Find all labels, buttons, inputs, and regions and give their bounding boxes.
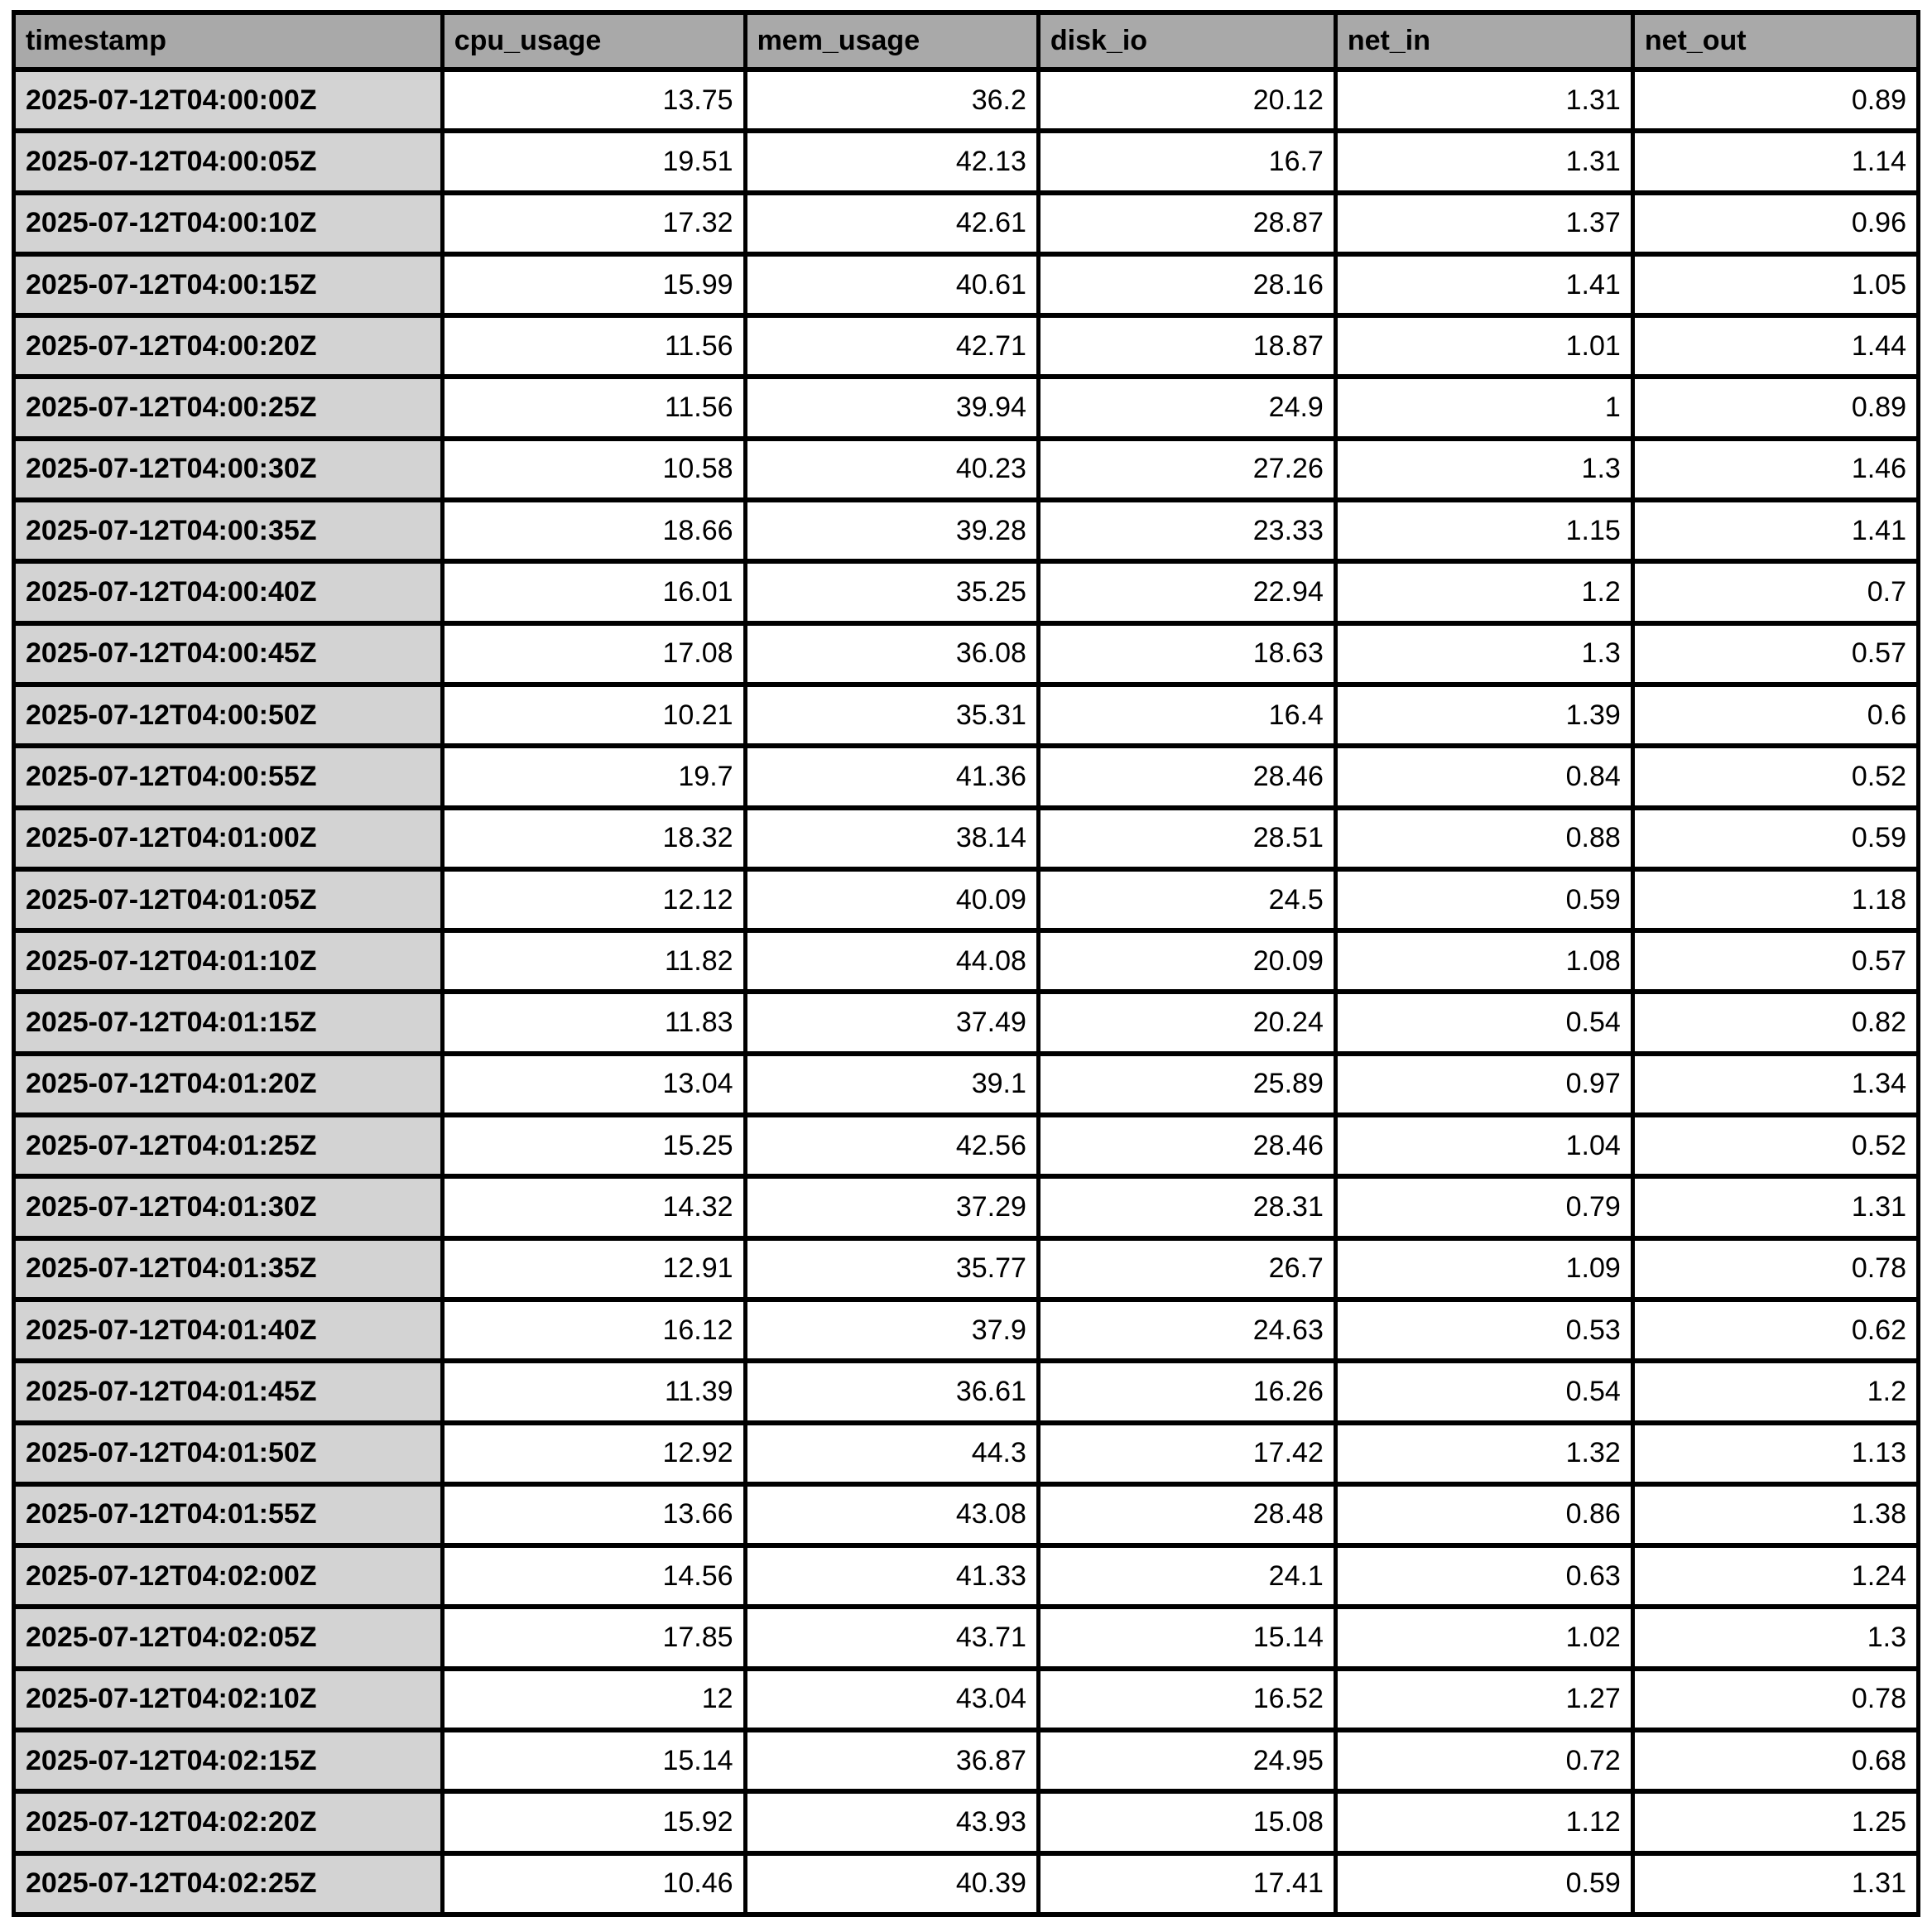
table-row [14,439,1919,500]
net-out-cell: 0.96 [1632,193,1918,254]
table-row [14,561,1919,622]
timestamp-cell: 2025-07-12T04:01:30Z [14,1176,443,1237]
timestamp-cell: 2025-07-12T04:02:10Z [14,1669,443,1730]
net-out-cell: 1.31 [1632,1853,1918,1915]
net-in-cell: 1 [1335,377,1632,438]
cpu-usage-cell: 13.66 [442,1484,745,1545]
cpu-usage-cell: 15.14 [442,1730,745,1791]
cpu-usage-cell: 11.39 [442,1361,745,1422]
disk-io-cell: 16.7 [1038,131,1335,192]
timestamp-cell: 2025-07-12T04:01:05Z [14,869,443,930]
cpu-usage-cell: 10.58 [442,439,745,500]
net-in-cell: 0.54 [1335,1361,1632,1422]
mem-usage-cell: 35.31 [745,685,1038,746]
timestamp-cell: 2025-07-12T04:02:00Z [14,1545,443,1607]
timestamp-cell: 2025-07-12T04:00:00Z [14,70,443,131]
timestamp-cell: 2025-07-12T04:00:50Z [14,685,443,746]
timestamp-cell: 2025-07-12T04:01:55Z [14,1484,443,1545]
table-row [14,1176,1919,1237]
timestamp-cell: 2025-07-12T04:01:50Z [14,1423,443,1484]
net-out-cell: 1.44 [1632,315,1918,377]
disk-io-cell: 28.48 [1038,1484,1335,1545]
mem-usage-cell: 38.14 [745,808,1038,869]
net-in-cell: 0.54 [1335,992,1632,1053]
cpu-usage-cell: 14.32 [442,1176,745,1237]
disk-io-cell: 28.46 [1038,746,1335,807]
cpu-usage-cell: 11.82 [442,930,745,992]
timestamp-cell: 2025-07-12T04:01:00Z [14,808,443,869]
net-out-cell: 0.82 [1632,992,1918,1053]
cpu-usage-cell: 18.66 [442,500,745,561]
net-out-cell: 1.25 [1632,1791,1918,1853]
cpu-usage-cell: 12.12 [442,869,745,930]
mem-usage-cell: 40.09 [745,869,1038,930]
net-out-cell: 1.41 [1632,500,1918,561]
disk-io-cell: 18.87 [1038,315,1335,377]
cpu-usage-cell: 17.32 [442,193,745,254]
net-in-cell: 0.97 [1335,1054,1632,1115]
cpu-usage-cell: 16.12 [442,1300,745,1361]
timestamp-cell: 2025-07-12T04:02:20Z [14,1791,443,1853]
table-row [14,1545,1919,1607]
table-row [14,1054,1919,1115]
mem-usage-cell: 39.94 [745,377,1038,438]
net-out-cell: 1.13 [1632,1423,1918,1484]
table-row [14,1484,1919,1545]
disk-io-cell: 20.09 [1038,930,1335,992]
table-row [14,1791,1919,1853]
cpu-usage-cell: 17.08 [442,623,745,685]
net-in-cell: 0.72 [1335,1730,1632,1791]
cpu-usage-cell: 10.21 [442,685,745,746]
mem-usage-cell: 43.71 [745,1607,1038,1668]
cpu-usage-cell: 15.92 [442,1791,745,1853]
cpu-usage-cell: 12.92 [442,1423,745,1484]
column-header-net-out: net_out [1632,12,1918,70]
disk-io-cell: 24.5 [1038,869,1335,930]
cpu-usage-cell: 15.99 [442,254,745,315]
cpu-usage-cell: 19.7 [442,746,745,807]
net-in-cell: 1.09 [1335,1238,1632,1300]
disk-io-cell: 15.08 [1038,1791,1335,1853]
table-row [14,193,1919,254]
disk-io-cell: 22.94 [1038,561,1335,622]
cpu-usage-cell: 14.56 [442,1545,745,1607]
timestamp-cell: 2025-07-12T04:00:20Z [14,315,443,377]
net-out-cell: 0.6 [1632,685,1918,746]
mem-usage-cell: 42.61 [745,193,1038,254]
disk-io-cell: 17.42 [1038,1423,1335,1484]
net-out-cell: 1.3 [1632,1607,1918,1668]
timestamp-cell: 2025-07-12T04:01:20Z [14,1054,443,1115]
mem-usage-cell: 41.33 [745,1545,1038,1607]
column-header-disk-io: disk_io [1038,12,1335,70]
mem-usage-cell: 36.87 [745,1730,1038,1791]
timestamp-cell: 2025-07-12T04:00:30Z [14,439,443,500]
mem-usage-cell: 35.25 [745,561,1038,622]
table-row [14,1730,1919,1791]
net-out-cell: 1.18 [1632,869,1918,930]
disk-io-cell: 20.24 [1038,992,1335,1053]
table-row [14,1607,1919,1668]
net-in-cell: 0.88 [1335,808,1632,869]
mem-usage-cell: 42.56 [745,1115,1038,1176]
table-row [14,1361,1919,1422]
mem-usage-cell: 37.49 [745,992,1038,1053]
timestamp-cell: 2025-07-12T04:00:55Z [14,746,443,807]
cpu-usage-cell: 11.83 [442,992,745,1053]
net-out-cell: 0.68 [1632,1730,1918,1791]
table-row [14,1238,1919,1300]
disk-io-cell: 28.16 [1038,254,1335,315]
disk-io-cell: 24.1 [1038,1545,1335,1607]
table-row [14,623,1919,685]
cpu-usage-cell: 16.01 [442,561,745,622]
table-row [14,500,1919,561]
table-row [14,930,1919,992]
disk-io-cell: 16.4 [1038,685,1335,746]
mem-usage-cell: 35.77 [745,1238,1038,1300]
net-out-cell: 0.89 [1632,70,1918,131]
disk-io-cell: 28.31 [1038,1176,1335,1237]
timestamp-cell: 2025-07-12T04:02:05Z [14,1607,443,1668]
net-in-cell: 1.3 [1335,623,1632,685]
net-out-cell: 1.05 [1632,254,1918,315]
timestamp-cell: 2025-07-12T04:00:35Z [14,500,443,561]
timestamp-cell: 2025-07-12T04:01:10Z [14,930,443,992]
cpu-usage-cell: 15.25 [442,1115,745,1176]
header-row [14,12,1919,70]
table-row [14,746,1919,807]
table-row [14,1115,1919,1176]
net-in-cell: 1.27 [1335,1669,1632,1730]
net-in-cell: 1.31 [1335,131,1632,192]
net-in-cell: 1.2 [1335,561,1632,622]
timestamp-cell: 2025-07-12T04:01:15Z [14,992,443,1053]
net-in-cell: 0.86 [1335,1484,1632,1545]
metrics-table [12,10,1920,1917]
net-in-cell: 1.32 [1335,1423,1632,1484]
disk-io-cell: 26.7 [1038,1238,1335,1300]
disk-io-cell: 15.14 [1038,1607,1335,1668]
table-row [14,869,1919,930]
net-out-cell: 0.52 [1632,1115,1918,1176]
cpu-usage-cell: 12.91 [442,1238,745,1300]
net-in-cell: 1.15 [1335,500,1632,561]
net-out-cell: 0.59 [1632,808,1918,869]
disk-io-cell: 28.46 [1038,1115,1335,1176]
mem-usage-cell: 40.39 [745,1853,1038,1915]
mem-usage-cell: 43.08 [745,1484,1038,1545]
net-out-cell: 0.78 [1632,1669,1918,1730]
net-out-cell: 1.38 [1632,1484,1918,1545]
mem-usage-cell: 41.36 [745,746,1038,807]
net-out-cell: 0.89 [1632,377,1918,438]
timestamp-cell: 2025-07-12T04:01:25Z [14,1115,443,1176]
mem-usage-cell: 44.3 [745,1423,1038,1484]
net-out-cell: 0.62 [1632,1300,1918,1361]
cpu-usage-cell: 17.85 [442,1607,745,1668]
table-row [14,1853,1919,1915]
mem-usage-cell: 37.9 [745,1300,1038,1361]
cpu-usage-cell: 10.46 [442,1853,745,1915]
net-out-cell: 0.78 [1632,1238,1918,1300]
cpu-usage-cell: 11.56 [442,315,745,377]
table-row [14,70,1919,131]
cpu-usage-cell: 13.75 [442,70,745,131]
table-row [14,1423,1919,1484]
timestamp-cell: 2025-07-12T04:00:40Z [14,561,443,622]
timestamp-cell: 2025-07-12T04:02:15Z [14,1730,443,1791]
timestamp-cell: 2025-07-12T04:00:45Z [14,623,443,685]
net-out-cell: 0.52 [1632,746,1918,807]
table-body [14,70,1919,1915]
table-row [14,685,1919,746]
net-out-cell: 1.2 [1632,1361,1918,1422]
mem-usage-cell: 40.23 [745,439,1038,500]
cpu-usage-cell: 11.56 [442,377,745,438]
net-in-cell: 0.53 [1335,1300,1632,1361]
mem-usage-cell: 42.13 [745,131,1038,192]
table-row [14,808,1919,869]
net-in-cell: 1.3 [1335,439,1632,500]
mem-usage-cell: 40.61 [745,254,1038,315]
disk-io-cell: 24.63 [1038,1300,1335,1361]
disk-io-cell: 24.95 [1038,1730,1335,1791]
table-row [14,1669,1919,1730]
timestamp-cell: 2025-07-12T04:01:35Z [14,1238,443,1300]
table-row [14,377,1919,438]
table-row [14,131,1919,192]
net-in-cell: 0.84 [1335,746,1632,807]
mem-usage-cell: 36.2 [745,70,1038,131]
net-in-cell: 1.41 [1335,254,1632,315]
disk-io-cell: 28.51 [1038,808,1335,869]
disk-io-cell: 28.87 [1038,193,1335,254]
cpu-usage-cell: 13.04 [442,1054,745,1115]
mem-usage-cell: 39.1 [745,1054,1038,1115]
disk-io-cell: 27.26 [1038,439,1335,500]
mem-usage-cell: 44.08 [745,930,1038,992]
disk-io-cell: 20.12 [1038,70,1335,131]
net-out-cell: 1.31 [1632,1176,1918,1237]
disk-io-cell: 16.26 [1038,1361,1335,1422]
net-in-cell: 1.12 [1335,1791,1632,1853]
column-header-net-in: net_in [1335,12,1632,70]
disk-io-cell: 25.89 [1038,1054,1335,1115]
timestamp-cell: 2025-07-12T04:00:05Z [14,131,443,192]
net-in-cell: 1.31 [1335,70,1632,131]
net-in-cell: 1.39 [1335,685,1632,746]
timestamp-cell: 2025-07-12T04:00:15Z [14,254,443,315]
net-in-cell: 0.63 [1335,1545,1632,1607]
cpu-usage-cell: 19.51 [442,131,745,192]
disk-io-cell: 17.41 [1038,1853,1335,1915]
table-header [14,12,1919,70]
net-in-cell: 0.59 [1335,869,1632,930]
mem-usage-cell: 42.71 [745,315,1038,377]
disk-io-cell: 16.52 [1038,1669,1335,1730]
mem-usage-cell: 39.28 [745,500,1038,561]
timestamp-cell: 2025-07-12T04:01:45Z [14,1361,443,1422]
column-header-cpu-usage: cpu_usage [442,12,745,70]
table-row [14,992,1919,1053]
column-header-timestamp: timestamp [14,12,443,70]
net-out-cell: 0.57 [1632,930,1918,992]
net-out-cell: 1.46 [1632,439,1918,500]
net-in-cell: 1.37 [1335,193,1632,254]
mem-usage-cell: 36.61 [745,1361,1038,1422]
net-in-cell: 1.08 [1335,930,1632,992]
timestamp-cell: 2025-07-12T04:00:25Z [14,377,443,438]
mem-usage-cell: 36.08 [745,623,1038,685]
timestamp-cell: 2025-07-12T04:01:40Z [14,1300,443,1361]
net-out-cell: 1.24 [1632,1545,1918,1607]
disk-io-cell: 23.33 [1038,500,1335,561]
cpu-usage-cell: 12 [442,1669,745,1730]
net-in-cell: 0.59 [1335,1853,1632,1915]
mem-usage-cell: 43.04 [745,1669,1038,1730]
net-out-cell: 1.34 [1632,1054,1918,1115]
net-out-cell: 0.7 [1632,561,1918,622]
net-in-cell: 0.79 [1335,1176,1632,1237]
mem-usage-cell: 43.93 [745,1791,1038,1853]
disk-io-cell: 24.9 [1038,377,1335,438]
mem-usage-cell: 37.29 [745,1176,1038,1237]
table-row [14,315,1919,377]
net-in-cell: 1.01 [1335,315,1632,377]
disk-io-cell: 18.63 [1038,623,1335,685]
cpu-usage-cell: 18.32 [442,808,745,869]
net-in-cell: 1.02 [1335,1607,1632,1668]
table-row [14,1300,1919,1361]
column-header-mem-usage: mem_usage [745,12,1038,70]
net-out-cell: 0.57 [1632,623,1918,685]
net-in-cell: 1.04 [1335,1115,1632,1176]
table-row [14,254,1919,315]
timestamp-cell: 2025-07-12T04:00:10Z [14,193,443,254]
net-out-cell: 1.14 [1632,131,1918,192]
timestamp-cell: 2025-07-12T04:02:25Z [14,1853,443,1915]
